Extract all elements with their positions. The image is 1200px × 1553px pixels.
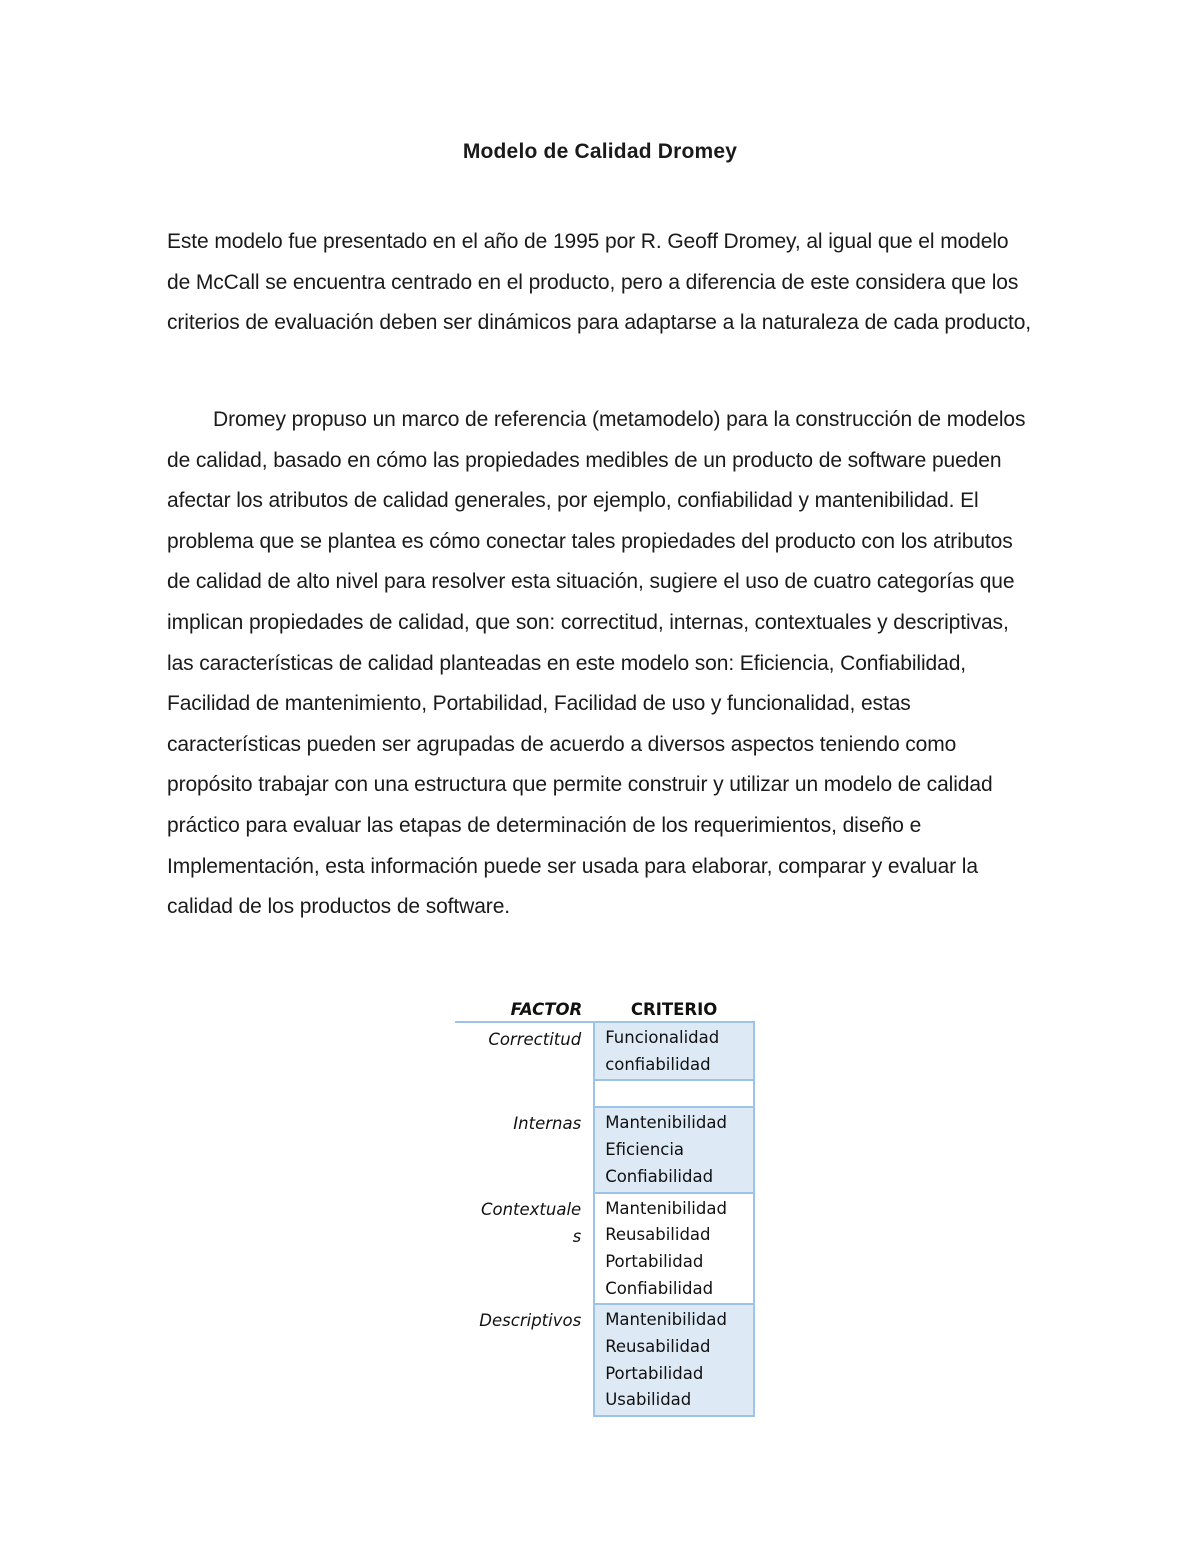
factor-criterio-table — [455, 997, 755, 1417]
table-row — [455, 1022, 754, 1080]
criterio-cell — [594, 1304, 754, 1416]
paragraph-2 — [167, 400, 1037, 928]
criterio-item: Usabilidad — [605, 1390, 692, 1410]
criterio-item: Mantenibilidad — [605, 1113, 727, 1133]
table-row — [455, 1107, 754, 1192]
criterio-item: Portabilidad — [605, 1363, 704, 1383]
criterio-item: Reusabilidad — [605, 1337, 711, 1357]
criterio-item: confiabilidad — [605, 1054, 711, 1074]
table-row — [455, 1080, 754, 1107]
criterio-item: Confiabilidad — [605, 1278, 714, 1298]
factor-cell: Internas — [513, 1114, 582, 1134]
factor-cell: Correctitud — [488, 1030, 582, 1049]
factor-cell — [455, 1080, 594, 1107]
criterio-item: Confiabilidad — [605, 1166, 714, 1186]
criterio-cell — [594, 1107, 754, 1192]
table-row — [455, 1304, 754, 1416]
criterio-item: Mantenibilidad — [605, 1198, 727, 1218]
criterio-cell — [594, 1022, 754, 1080]
criterio-item: Funcionalidad — [605, 1028, 720, 1047]
paragraph-2-text: Dromey propuso un marco de referencia (metamodelo) para la construcción de modelos de calidad, basado en cómo las propiedades medibles de un producto de software pueden afectar los atributos de calidad generales, por ejemplo, confiabilidad y mantenibilidad. El problema que se plantea es cómo conectar tales propiedades del producto con los atributos de calidad de alto nivel para resolver esta situación, sugiere el uso de cuatro categorías que implican propiedades de calidad, que son: correctitud, internas, contextuales y descriptivas, las características de calidad planteadas en este modelo son: Eficiencia, Confiabilidad, Facilidad de mantenimiento, Portabilidad, Facilidad de uso y funcionalidad, estas características pueden ser agrupadas de acuerdo a diversos aspectos teniendo como propósito trabajar con una estructura que permite construir y utilizar un modelo de calidad práctico para evaluar las etapas de determinación de los requerimientos, diseño e Implementación, esta información puede ser usada para elaborar, comparar y evaluar la calidad de los productos de software. — [167, 408, 1026, 919]
criterio-item: Reusabilidad — [605, 1225, 711, 1245]
factor-cell: Descriptivos — [479, 1311, 582, 1331]
criterio-cell-empty — [594, 1080, 754, 1107]
header-criterio: CRITERIO — [594, 997, 754, 1022]
factor-cell: Contextuale s — [480, 1199, 582, 1246]
criterio-item: Portabilidad — [605, 1251, 704, 1271]
header-factor: FACTOR — [455, 997, 594, 1022]
table-header-row — [455, 997, 754, 1022]
table-row — [455, 1193, 754, 1305]
page-title: Modelo de Calidad Dromey — [462, 140, 738, 163]
criterio-cell — [594, 1193, 754, 1305]
paragraph-1: Este modelo fue presentado en el año de 1995 por R. Geoff Dromey, al igual que el modelo de McCall se encuentra centrado en el producto, pero a diferencia de este considera que los criterios de evaluación deben ser dinámicos para adaptarse a la naturaleza de cada producto, — [167, 230, 1032, 335]
criterio-item: Mantenibilidad — [605, 1310, 727, 1330]
criterio-item: Eficiencia — [605, 1140, 685, 1160]
